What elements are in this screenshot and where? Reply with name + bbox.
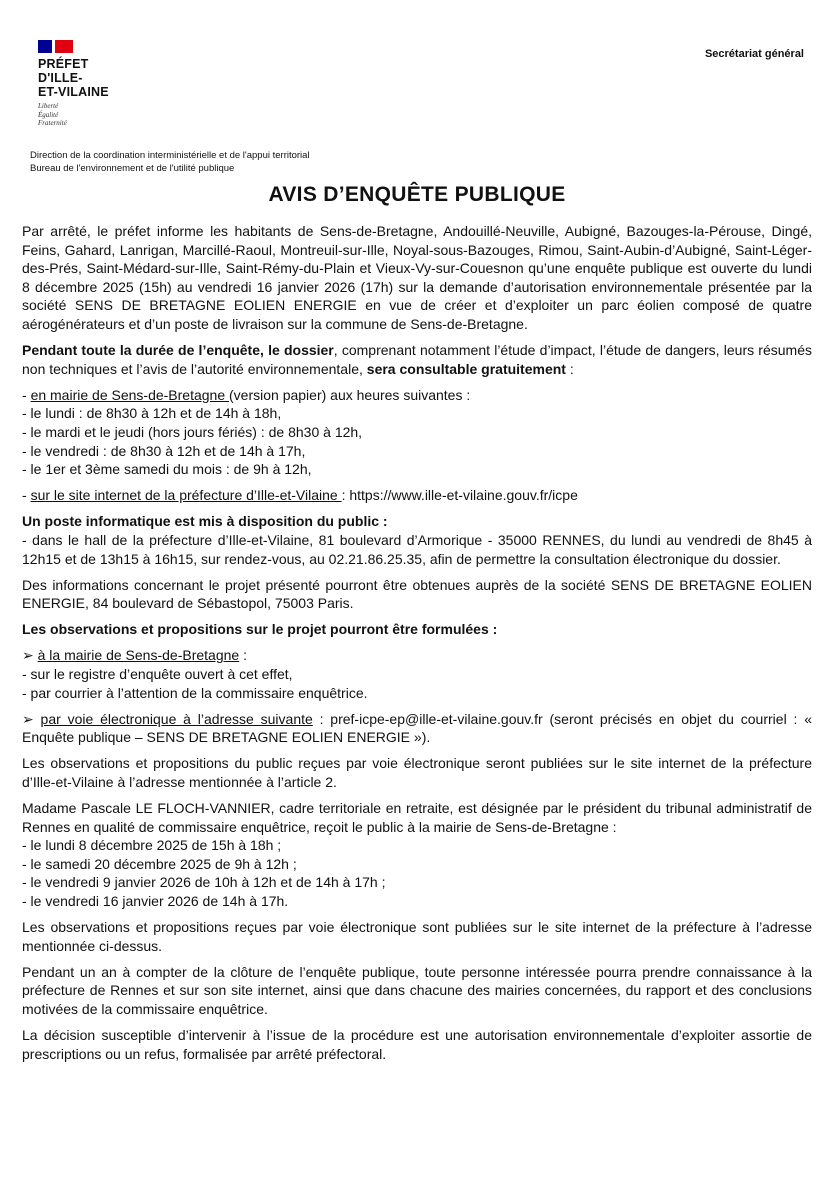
text-segment: - dans le hall de la préfecture d’Ille-et-Vilaine, 81 boulevard d’Armorique - 35000 RENNES, du lundi au vendredi de 8h45 à 12h15 et de 13h15 à 16h15, sur rendez-vous, au 02.21.86.25.35, afin de permettre la consultation électronique du dossier. xyxy=(22,531,812,567)
text-segment: - le vendredi 9 janvier 2026 de 10h à 12h et de 14h à 17h ; xyxy=(22,874,386,891)
french-flag-icon xyxy=(38,40,74,53)
document-body xyxy=(22,222,812,1071)
text-segment: : https://www.ille-et-vilaine.gouv.fr/icpe xyxy=(341,487,578,504)
text-segment: - xyxy=(22,487,31,504)
paragraph xyxy=(22,646,812,665)
text-segment: ➢ xyxy=(22,710,41,727)
department-info xyxy=(30,149,310,175)
motto-line: Fraternité xyxy=(38,119,67,127)
text-segment: Les observations et propositions du public reçues par voie électronique seront publiées sur le site internet de la préfecture d’Ille-et-Vilaine à l’adresse mentionnée à l’article 2. xyxy=(22,755,812,790)
text-segment: - le mardi et le jeudi (hors jours fériés) : de 8h30 à 12h, xyxy=(22,423,363,440)
paragraph xyxy=(22,836,812,855)
text-segment: - le vendredi 16 janvier 2026 de 14h à 17h. xyxy=(22,893,289,909)
text-segment: : xyxy=(565,360,574,377)
text-segment: - xyxy=(22,386,31,403)
underlined-text: à la mairie de Sens-de-Bretagne xyxy=(37,647,240,664)
paragraph xyxy=(22,873,812,892)
paragraph xyxy=(22,423,812,442)
bold-text: Les observations et propositions sur le projet pourront être formulées : xyxy=(22,621,498,638)
paragraph xyxy=(22,386,812,405)
text-segment: - par courrier à l’attention de la commissaire enquêtrice. xyxy=(22,684,368,701)
paragraph xyxy=(22,576,812,613)
document-title: AVIS D’ENQUÊTE PUBLIQUE xyxy=(268,183,566,206)
text-segment: - le 1er et 3ème samedi du mois : de 9h à 12h, xyxy=(22,461,312,478)
logo-text xyxy=(38,57,109,99)
prefecture-logo xyxy=(38,40,109,128)
paragraph xyxy=(22,1026,812,1063)
motto xyxy=(38,102,109,128)
underlined-text: en mairie de Sens-de-Bretagne xyxy=(30,386,230,403)
secretariat-label: Secrétariat général xyxy=(704,48,804,60)
text-segment: - le samedi 20 décembre 2025 de 9h à 12h ; xyxy=(22,855,297,872)
text-segment: (version papier) aux heures suivantes : xyxy=(229,386,471,403)
paragraph xyxy=(22,531,812,568)
text-segment: - le vendredi : de 8h30 à 12h et de 14h à 17h, xyxy=(22,442,306,459)
bold-text: sera consultable gratuitement xyxy=(366,360,566,377)
text-segment: , comprenant notamment l’étude d’impact, l’étude de dangers, leurs résumés non techniques et l’avis de l’autorité environnementale, xyxy=(22,342,812,377)
paragraph xyxy=(22,963,812,1019)
logo-line: D'ILLE- xyxy=(38,71,83,85)
paragraph xyxy=(22,341,812,378)
paragraph xyxy=(22,855,812,874)
paragraph xyxy=(22,442,812,461)
bureau-line: Bureau de l'environnement et de l'utilité publique xyxy=(30,163,235,174)
bold-text: Pendant toute la durée de l’enquête, le dossier xyxy=(22,342,334,359)
text-segment: ➢ xyxy=(22,647,38,664)
text-segment: - sur le registre d’enquête ouvert à cet effet, xyxy=(22,665,293,682)
underlined-text: par voie électronique à l’adresse suivante xyxy=(40,710,313,727)
direction-line: Direction de la coordination interministérielle et de l'appui territorial xyxy=(30,150,310,161)
paragraph xyxy=(22,512,812,531)
paragraph xyxy=(22,404,812,423)
text-segment: Par arrêté, le préfet informe les habitants de Sens-de-Bretagne, Andouillé-Neuville, Aubigné, Bazouges-la-Pérouse, Dingé, Feins, Gahard, Lanrigan, Marcillé-Raoul, Montreuil-sur-Ille, Noyal-sous-Bazouges, Rimou, Saint-Aubin-d’Aubigné, Saint-Léger-des-Prés, Saint-Médard-sur-Ille, Saint-Rémy-du-Plain et Vieux-Vy-sur-Couesnon qu’une enquête publique est ouverte du lundi 8 décembre 2025 (15h) au vendredi 16 janvier 2026 (17h) sur la demande d’autorisation environnementale présentée par la société SENS DE BRETAGNE EOLIEN ENERGIE en vue de créer et d’exploiter un parc éolien composé de quatre aérogénérateurs et d’un poste de livraison sur la commune de Sens-de-Bretagne. xyxy=(22,223,812,332)
paragraph xyxy=(22,918,812,955)
paragraph xyxy=(22,710,812,747)
paragraph xyxy=(22,486,812,505)
text-segment: Des informations concernant le projet présenté pourront être obtenues auprès de la société SENS DE BRETAGNE EOLIEN ENERGIE, 84 boulevard de Sébastopol, 75003 Paris. xyxy=(22,576,812,612)
logo-line: PRÉFET xyxy=(38,57,89,71)
text-segment: Les observations et propositions reçues par voie électronique sont publiées sur le site internet de la préfecture à l’adresse mentionnée ci-dessus. xyxy=(22,919,812,954)
paragraph xyxy=(22,460,812,479)
paragraph xyxy=(22,754,812,791)
motto-line: Égalité xyxy=(38,110,59,119)
paragraph xyxy=(22,222,812,334)
paragraph xyxy=(22,799,812,836)
text-segment: - le lundi 8 décembre 2025 de 15h à 18h ; xyxy=(22,837,282,854)
text-segment: Pendant un an à compter de la clôture de l’enquête publique, toute personne intéressée pourra prendre connaissance à la préfecture de Rennes et sur son site internet, ainsi que dans chacune des mairies concernées, du rapport et des conclusions motivées de la commissaire enquêtrice. xyxy=(22,963,812,1017)
text-segment: : xyxy=(239,647,247,664)
paragraph xyxy=(22,665,812,684)
text-segment: La décision susceptible d’intervenir à l’issue de la procédure est une autorisation environnementale d’exploiter assortie de prescriptions ou un refus, formalisée par arrêté préfectoral. xyxy=(22,1027,812,1062)
text-segment: : pref-icpe-ep@ille-et-vilaine.gouv.fr (seront précisés en objet du courriel : « Enquête publique – SENS DE BRETAGNE EOLIEN ENERGIE »). xyxy=(22,710,812,746)
paragraph xyxy=(22,892,812,911)
logo-line: ET-VILAINE xyxy=(38,85,109,99)
text-segment: - le lundi : de 8h30 à 12h et de 14h à 18h, xyxy=(22,405,282,422)
underlined-text: sur le site internet de la préfecture d’Ille-et-Vilaine xyxy=(30,487,342,504)
bold-text: Un poste informatique est mis à disposition du public : xyxy=(22,513,388,530)
paragraph xyxy=(22,684,812,703)
text-segment: Madame Pascale LE FLOCH-VANNIER, cadre territoriale en retraite, est désignée par le président du tribunal administratif de Rennes en qualité de commissaire enquêtrice, reçoit le public à la mairie de Sens-de-Bretagne : xyxy=(22,800,812,835)
paragraph xyxy=(22,620,812,639)
motto-line: Liberté xyxy=(38,102,59,110)
